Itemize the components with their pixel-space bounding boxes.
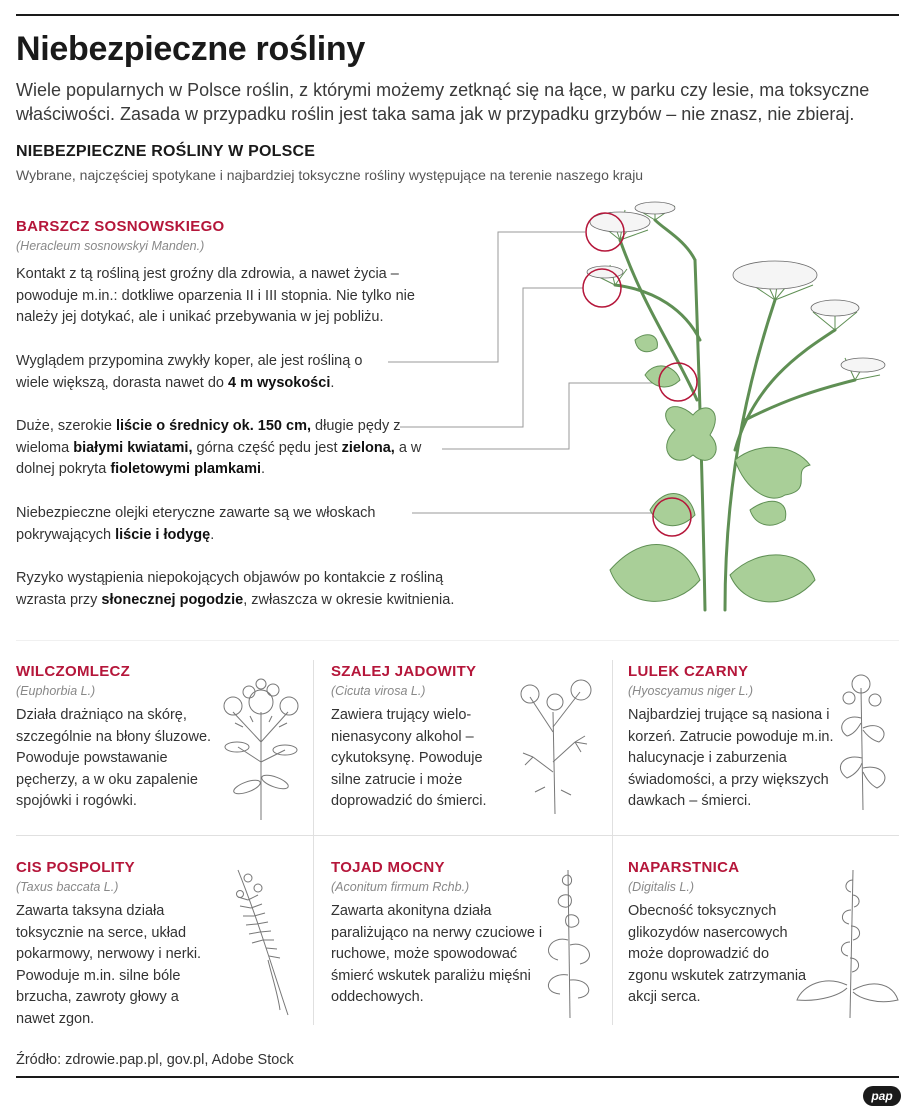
plant-card-naparstnica [628, 859, 808, 1009]
plant-latin: (Euphorbia L.) [16, 684, 96, 698]
plant-name: CIS POSPOLITY [16, 859, 135, 876]
aconitum-illustration [530, 860, 605, 1020]
plant-name: SZALEJ JADOWITY [331, 663, 477, 680]
main-plant-name: BARSZCZ SOSNOWSKIEGO [16, 218, 225, 235]
plant-description: Najbardziej trujące są nasiona i korzeń. Zatrucie powoduje m.in. halucynacje i zaburzenia świadomości, a przy większych dawkach – śmierci. [628, 707, 834, 809]
plant-description: Zawiera trujący wielo-nienasycony alkohol – cykutoksynę. Powoduje silne zatrucie i może doprowadzić do śmierci. [331, 707, 487, 809]
plant-name: LULEK CZARNY [628, 663, 749, 680]
section-title: NIEBEZPIECZNE ROŚLINY W POLSCE [16, 143, 316, 160]
plant-card-wilczomlecz [16, 663, 216, 813]
grid-divider-left [313, 660, 314, 1025]
section-subtitle: Wybrane, najczęściej spotykane i najbardziej toksyczne rośliny występujące na terenie naszego kraju [16, 167, 644, 183]
main-plant-paragraph-4: Niebezpieczne olejki eteryczne zawarte są we włoskach pokrywających liście i łodygę. [16, 505, 376, 543]
plant-card-lulek [628, 663, 843, 813]
main-plant-paragraph-1: Kontakt z tą rośliną jest groźny dla zdrowia, a nawet życia – powoduje m.in.: dotkliwe oparzenia II i III stopnia. Nie tylko nie należy jej dotykać, ale i unikać przebywania w jej pobliżu. [16, 266, 415, 325]
lead-paragraph: Wiele popularnych w Polsce roślin, z którymi możemy zetknąć się na łące, w parku czy lesie, ma toksyczne właściwości. Zasada w przypadku roślin jest taka sama jak w przypadku grzybów – nie znasz, nie zbieraj. [16, 80, 870, 124]
source-note: Źródło: zdrowie.pap.pl, gov.pl, Adobe Stock [16, 1052, 294, 1068]
main-plant-latin: (Heracleum sosnowskyi Manden.) [16, 239, 205, 253]
cicuta-illustration [515, 672, 600, 817]
plant-name: NAPARSTNICA [628, 859, 740, 876]
plant-name: WILCZOMLECZ [16, 663, 131, 680]
plant-latin: (Aconitum firmum Rchb.) [331, 880, 470, 894]
plant-latin: (Cicuta virosa L.) [331, 684, 426, 698]
bottom-rule [16, 1076, 899, 1078]
pap-logo: pap [863, 1086, 901, 1106]
plant-name: TOJAD MOCNY [331, 859, 445, 876]
plant-card-tojad [331, 859, 546, 1009]
hogweed-illustration [575, 200, 910, 620]
plant-description: Obecność toksycznych glikozydów nasercowych może doprowadzić do zgonu wskutek zatrzymania akcji serca. [628, 903, 807, 1005]
plant-latin: (Hyoscyamus niger L.) [628, 684, 754, 698]
plant-description: Zawarta akonityna działa paraliżująco na nerwy czuciowe i ruchowe, może spowodować śmierć wskutek paraliżu mięśni oddechowych. [331, 903, 543, 1005]
grid-divider-middle [16, 835, 899, 836]
plant-card-szalej [331, 663, 511, 813]
main-plant-paragraph-2: Wyglądem przypomina zwykły koper, ale jest rośliną o wiele większą, dorasta nawet do 4 m wysokości. [16, 353, 363, 391]
page-title: Niebezpieczne rośliny [16, 30, 365, 68]
plant-latin: (Digitalis L.) [628, 880, 694, 894]
euphorbia-illustration [213, 672, 308, 822]
grid-divider-top [16, 640, 899, 641]
plant-description: Zawarta taksyna działa toksycznie na serce, układ pokarmowy, nerwowy i nerki. Powoduje m.in. silne bóle brzucha, zawroty głowy a nawet zgon. [16, 903, 202, 1027]
plant-latin: (Taxus baccata L.) [16, 880, 119, 894]
hyoscyamus-illustration [825, 668, 900, 813]
main-plant-paragraph-5: Ryzyko wystąpienia niepokojących objawów po kontakcie z rośliną wzrasta przy słonecznej pogodzie, zwłaszcza w okresie kwitnienia. [16, 570, 455, 608]
main-plant-paragraph-3: Duże, szerokie liście o średnicy ok. 150 cm, długie pędy z wieloma białymi kwiatami, górna część pędu jest zielona, a w dolnej pokryta fioletowymi plamkami. [16, 418, 422, 477]
plant-card-cis [16, 859, 221, 1030]
plant-description: Działa drażniąco na skórę, szczególnie na błony śluzowe. Powoduje powstawanie pęcherzy, a w oku zapalenie spojówki i rogówki. [16, 707, 212, 809]
digitalis-illustration [795, 860, 900, 1020]
taxus-illustration [218, 860, 308, 1020]
grid-divider-right [612, 660, 613, 1025]
